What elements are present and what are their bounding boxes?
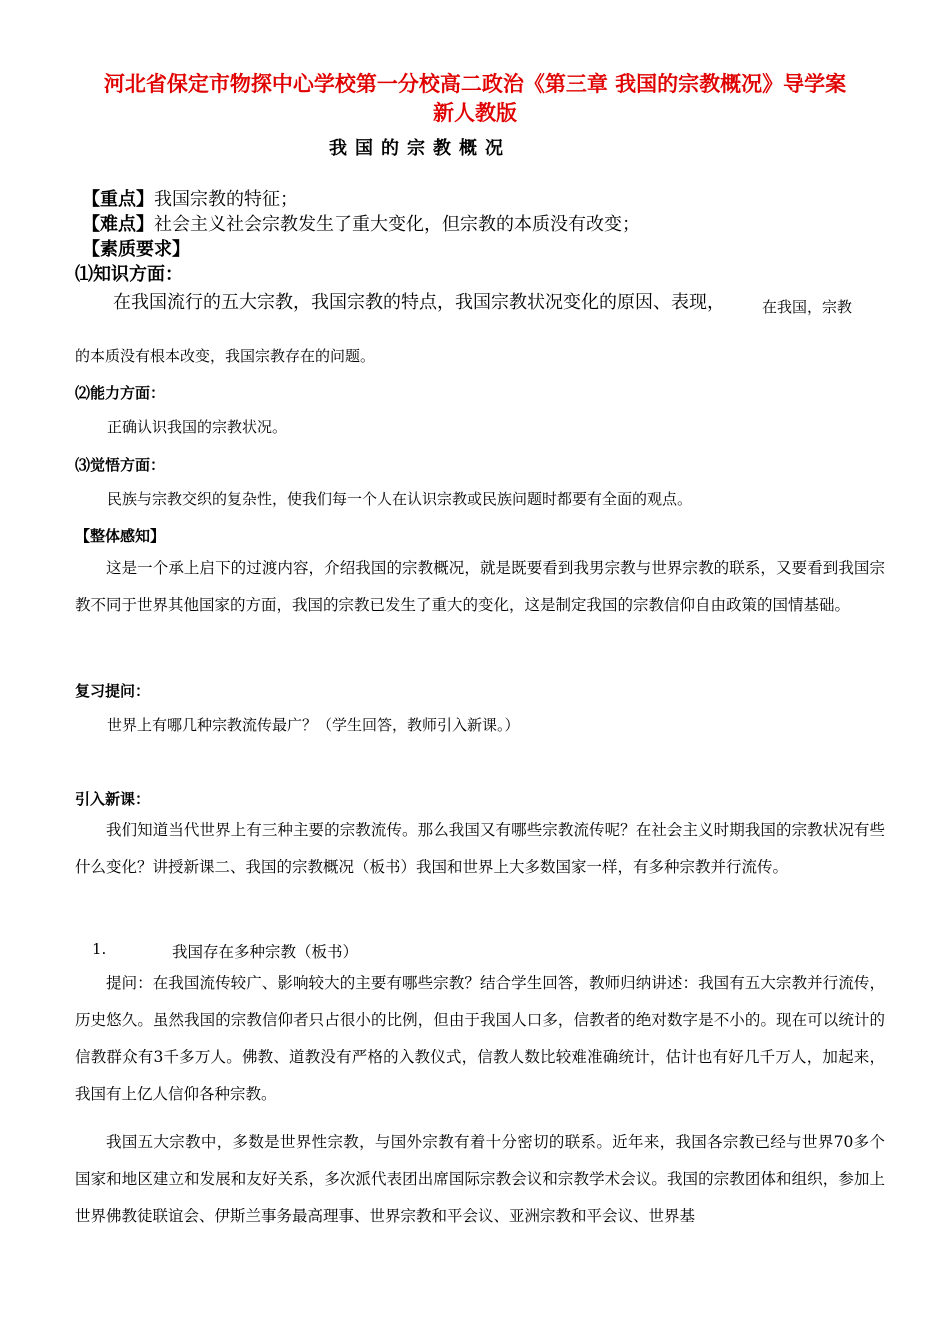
quality-requirement-label: 【素质要求】 — [82, 239, 190, 260]
knowledge-text-c: 的本质没有根本改变，我国宗教存在的问题。 — [75, 347, 376, 365]
review-question-text: 世界上有哪几种宗教流传最广？（学生回答，教师引入新课。） — [107, 716, 520, 734]
document-title-line-2: 新人教版 — [433, 101, 517, 125]
difficult-point-text: 社会主义社会宗教发生了重大变化，但宗教的本质没有改变； — [154, 214, 640, 235]
knowledge-text-b: 在我国，宗教 — [762, 298, 853, 316]
paragraph-five-religions: 提问：在我国流传较广、影响较大的主要有哪些宗教？结合学生回答，教师归纳讲述：我国有五大宗教并行流传，历史悠久。虽然我国的宗教信仰者只占很小的比例，但由于我国人口多，信教者的绝对数字是不小的。现在可以统计的信教群众有3千多万人。佛教、道教没有严格的入教仪式，信教人数比较难准确统计，估计也有好几千万人，加起来，我国有上亿人信仰各种宗教。 — [75, 974, 885, 1103]
overall-perception-heading: 【整体感知】 — [75, 527, 166, 545]
key-point-line — [82, 185, 298, 211]
key-point-label: 【重点】 — [82, 189, 154, 210]
difficult-point-label: 【难点】 — [82, 214, 154, 235]
new-lesson-text: 我们知道当代世界上有三种主要的宗教流传。那么我国又有哪些宗教流传呢？在社会主义时期我国的宗教状况有些什么变化？讲授新课二、我国的宗教概况（板书）我国和世界上大多数国家一样，有多种宗教并行流传。 — [75, 821, 885, 876]
overall-perception-text: 这是一个承上启下的过渡内容，介绍我国的宗教概况，就是既要看到我男宗教与世界宗教的联系，又要看到我国宗教不同于世界其他国家的方面，我国的宗教已发生了重大的变化，这是制定我国的宗教信仰自由政策的国情基础。 — [75, 559, 885, 614]
awareness-heading: ⑶觉悟方面： — [75, 456, 166, 474]
ability-text: 正确认识我国的宗教状况。 — [107, 418, 288, 436]
difficult-point-line — [82, 210, 640, 236]
knowledge-heading: ⑴知识方面： — [75, 264, 183, 285]
item-1-text: 我国存在多种宗教（板书） — [172, 943, 359, 961]
ability-heading: ⑵能力方面： — [75, 384, 166, 402]
awareness-text: 民族与宗教交织的复杂性，使我们每一个人在认识宗教或民族问题时都要有全面的观点。 — [107, 490, 693, 508]
knowledge-text-a: 在我国流行的五大宗教，我国宗教的特点，我国宗教状况变化的原因、表现， — [113, 292, 725, 313]
new-lesson-heading: 引入新课： — [75, 790, 151, 808]
key-point-text: 我国宗教的特征； — [154, 189, 298, 210]
lesson-subtitle: 我国的宗教概况 — [329, 138, 511, 159]
document-title-line-1: 河北省保定市物探中心学校第一分校高二政治《第三章 我国的宗教概况》导学案 — [103, 72, 847, 96]
item-1-number: 1. — [92, 940, 107, 958]
paragraph-international-relations: 我国五大宗教中，多数是世界性宗教，与国外宗教有着十分密切的联系。近年来，我国各宗教已经与世界70多个国家和地区建立和发展和友好关系，多次派代表团出席国际宗教会议和宗教学术会议。我国的宗教团体和组织，参加上世界佛教徒联谊会、伊斯兰事务最高理事、世界宗教和平会议、亚洲宗教和平会议、世界基 — [75, 1133, 885, 1225]
review-question-heading: 复习提问： — [75, 682, 151, 700]
